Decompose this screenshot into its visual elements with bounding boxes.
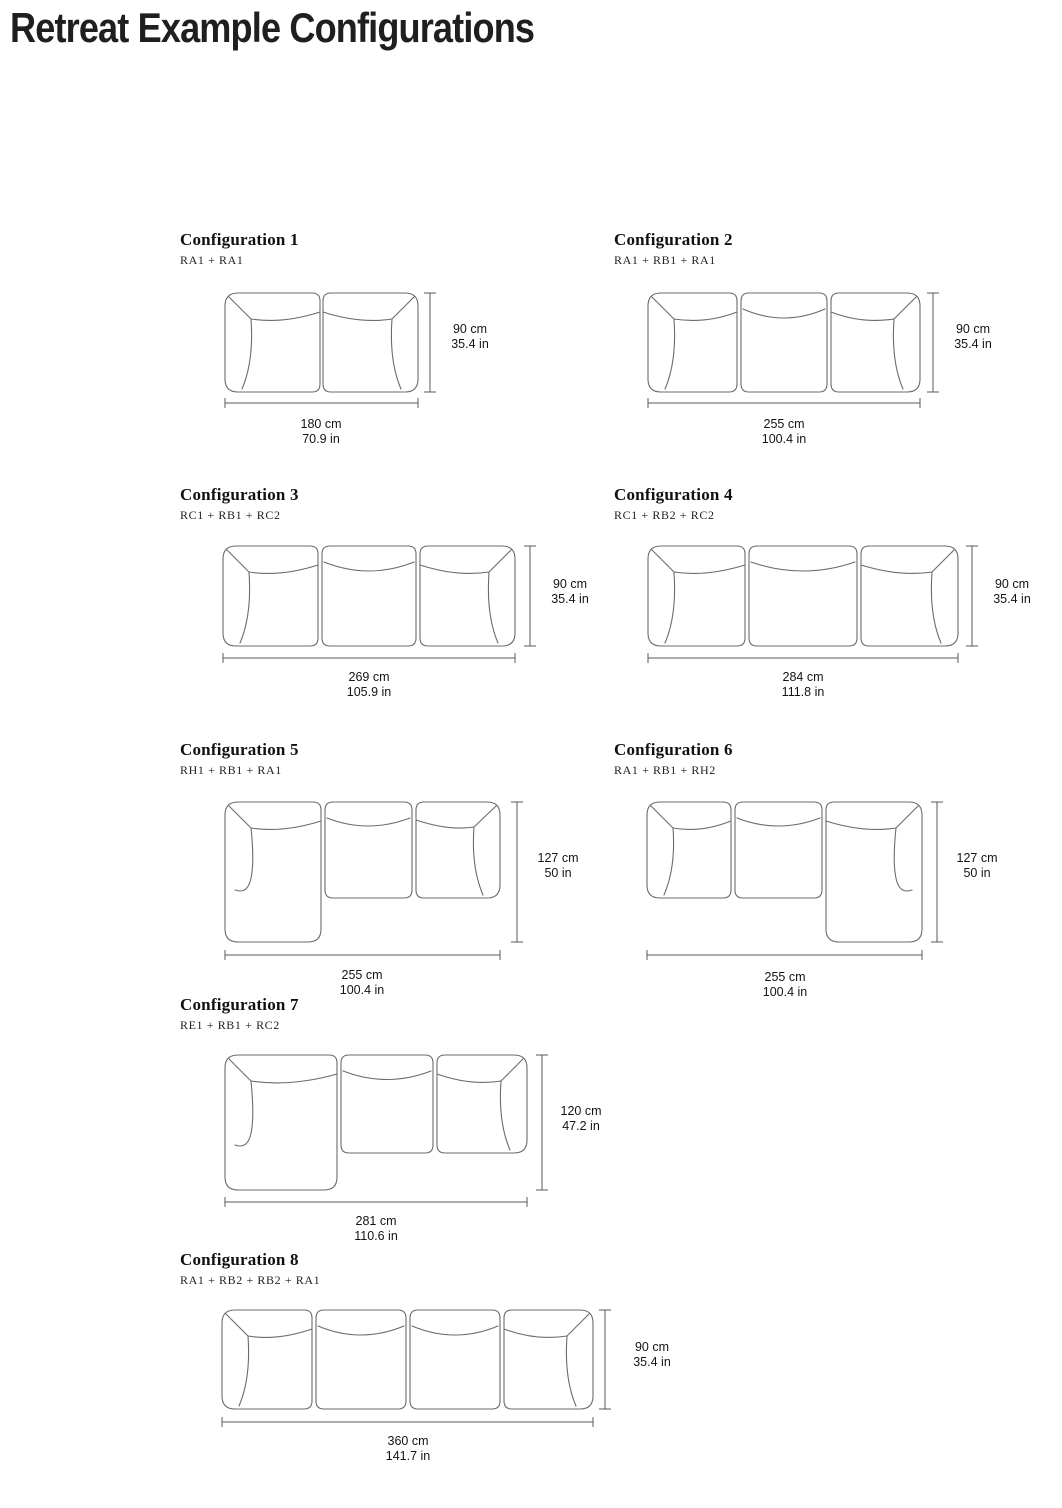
config-8-title: Configuration 8 <box>180 1250 299 1269</box>
config-5-header <box>180 740 299 778</box>
config-6-title: Configuration 6 <box>614 740 733 759</box>
config-8-modules: RA1 + RB2 + RB2 + RA1 <box>180 1273 321 1287</box>
dimension-lines <box>225 293 436 408</box>
sofa-outline <box>648 546 958 646</box>
config-3-sofa-diagram <box>217 540 540 666</box>
sofa-outline <box>225 802 500 942</box>
config-3-width-label: 269 cm 105.9 in <box>346 670 392 699</box>
sofa-outline <box>648 293 920 392</box>
config-5-height-label: 127 cm 50 in <box>537 851 579 880</box>
config-3-title: Configuration 3 <box>180 485 299 504</box>
config-4-modules: RC1 + RB2 + RC2 <box>614 508 715 522</box>
config-6-header <box>614 740 733 778</box>
config-1-height-label: 90 cm 35.4 in <box>451 322 489 351</box>
config-1-title: Configuration 1 <box>180 230 299 249</box>
config-8-height-label: 90 cm 35.4 in <box>633 1340 671 1369</box>
config-7-header <box>180 995 299 1033</box>
sofa-outline <box>225 1055 527 1190</box>
config-7-modules: RE1 + RB1 + RC2 <box>180 1018 280 1032</box>
config-6-height-label: 127 cm 50 in <box>956 851 998 880</box>
sofa-outline <box>222 1310 593 1409</box>
config-6-modules: RA1 + RB1 + RH2 <box>614 763 716 777</box>
config-8-sofa-diagram <box>216 1304 615 1430</box>
config-7-sofa-diagram <box>219 1049 552 1210</box>
sofa-outline <box>223 546 515 646</box>
config-7-title: Configuration 7 <box>180 995 299 1014</box>
config-1-header <box>180 230 299 268</box>
sofa-outline <box>647 802 922 942</box>
config-8-header <box>180 1250 320 1288</box>
config-4-width-label: 284 cm 111.8 in <box>781 670 825 699</box>
config-2-header <box>614 230 733 268</box>
config-5-width-label: 255 cm 100.4 in <box>339 968 385 997</box>
config-6-sofa-diagram <box>641 796 947 963</box>
dimension-lines <box>648 293 939 408</box>
config-2-sofa-diagram <box>642 287 943 411</box>
config-5-sofa-diagram <box>219 796 527 963</box>
config-4-title: Configuration 4 <box>614 485 733 504</box>
config-2-height-label: 90 cm 35.4 in <box>954 322 992 351</box>
page-title: Retreat Example Configurations <box>10 4 535 51</box>
config-3-modules: RC1 + RB1 + RC2 <box>180 508 281 522</box>
config-4-header <box>614 485 733 523</box>
config-8-width-label: 360 cm 141.7 in <box>385 1434 431 1463</box>
config-7-height-label: 120 cm 47.2 in <box>560 1104 602 1133</box>
config-1-width-label: 180 cm 70.9 in <box>300 417 342 446</box>
config-5-modules: RH1 + RB1 + RA1 <box>180 763 282 777</box>
config-2-modules: RA1 + RB1 + RA1 <box>614 253 716 267</box>
config-1-sofa-diagram <box>219 287 440 411</box>
config-3-height-label: 90 cm 35.4 in <box>551 577 589 606</box>
config-3-header <box>180 485 299 523</box>
config-1-modules: RA1 + RA1 <box>180 253 244 267</box>
config-6-width-label: 255 cm 100.4 in <box>762 970 808 999</box>
config-7-width-label: 281 cm 110.6 in <box>354 1214 398 1243</box>
dimension-lines <box>225 1055 548 1207</box>
config-4-sofa-diagram <box>642 540 982 666</box>
config-5-title: Configuration 5 <box>180 740 299 759</box>
sofa-outline <box>225 293 418 392</box>
config-4-height-label: 90 cm 35.4 in <box>993 577 1031 606</box>
config-2-title: Configuration 2 <box>614 230 733 249</box>
config-2-width-label: 255 cm 100.4 in <box>761 417 807 446</box>
